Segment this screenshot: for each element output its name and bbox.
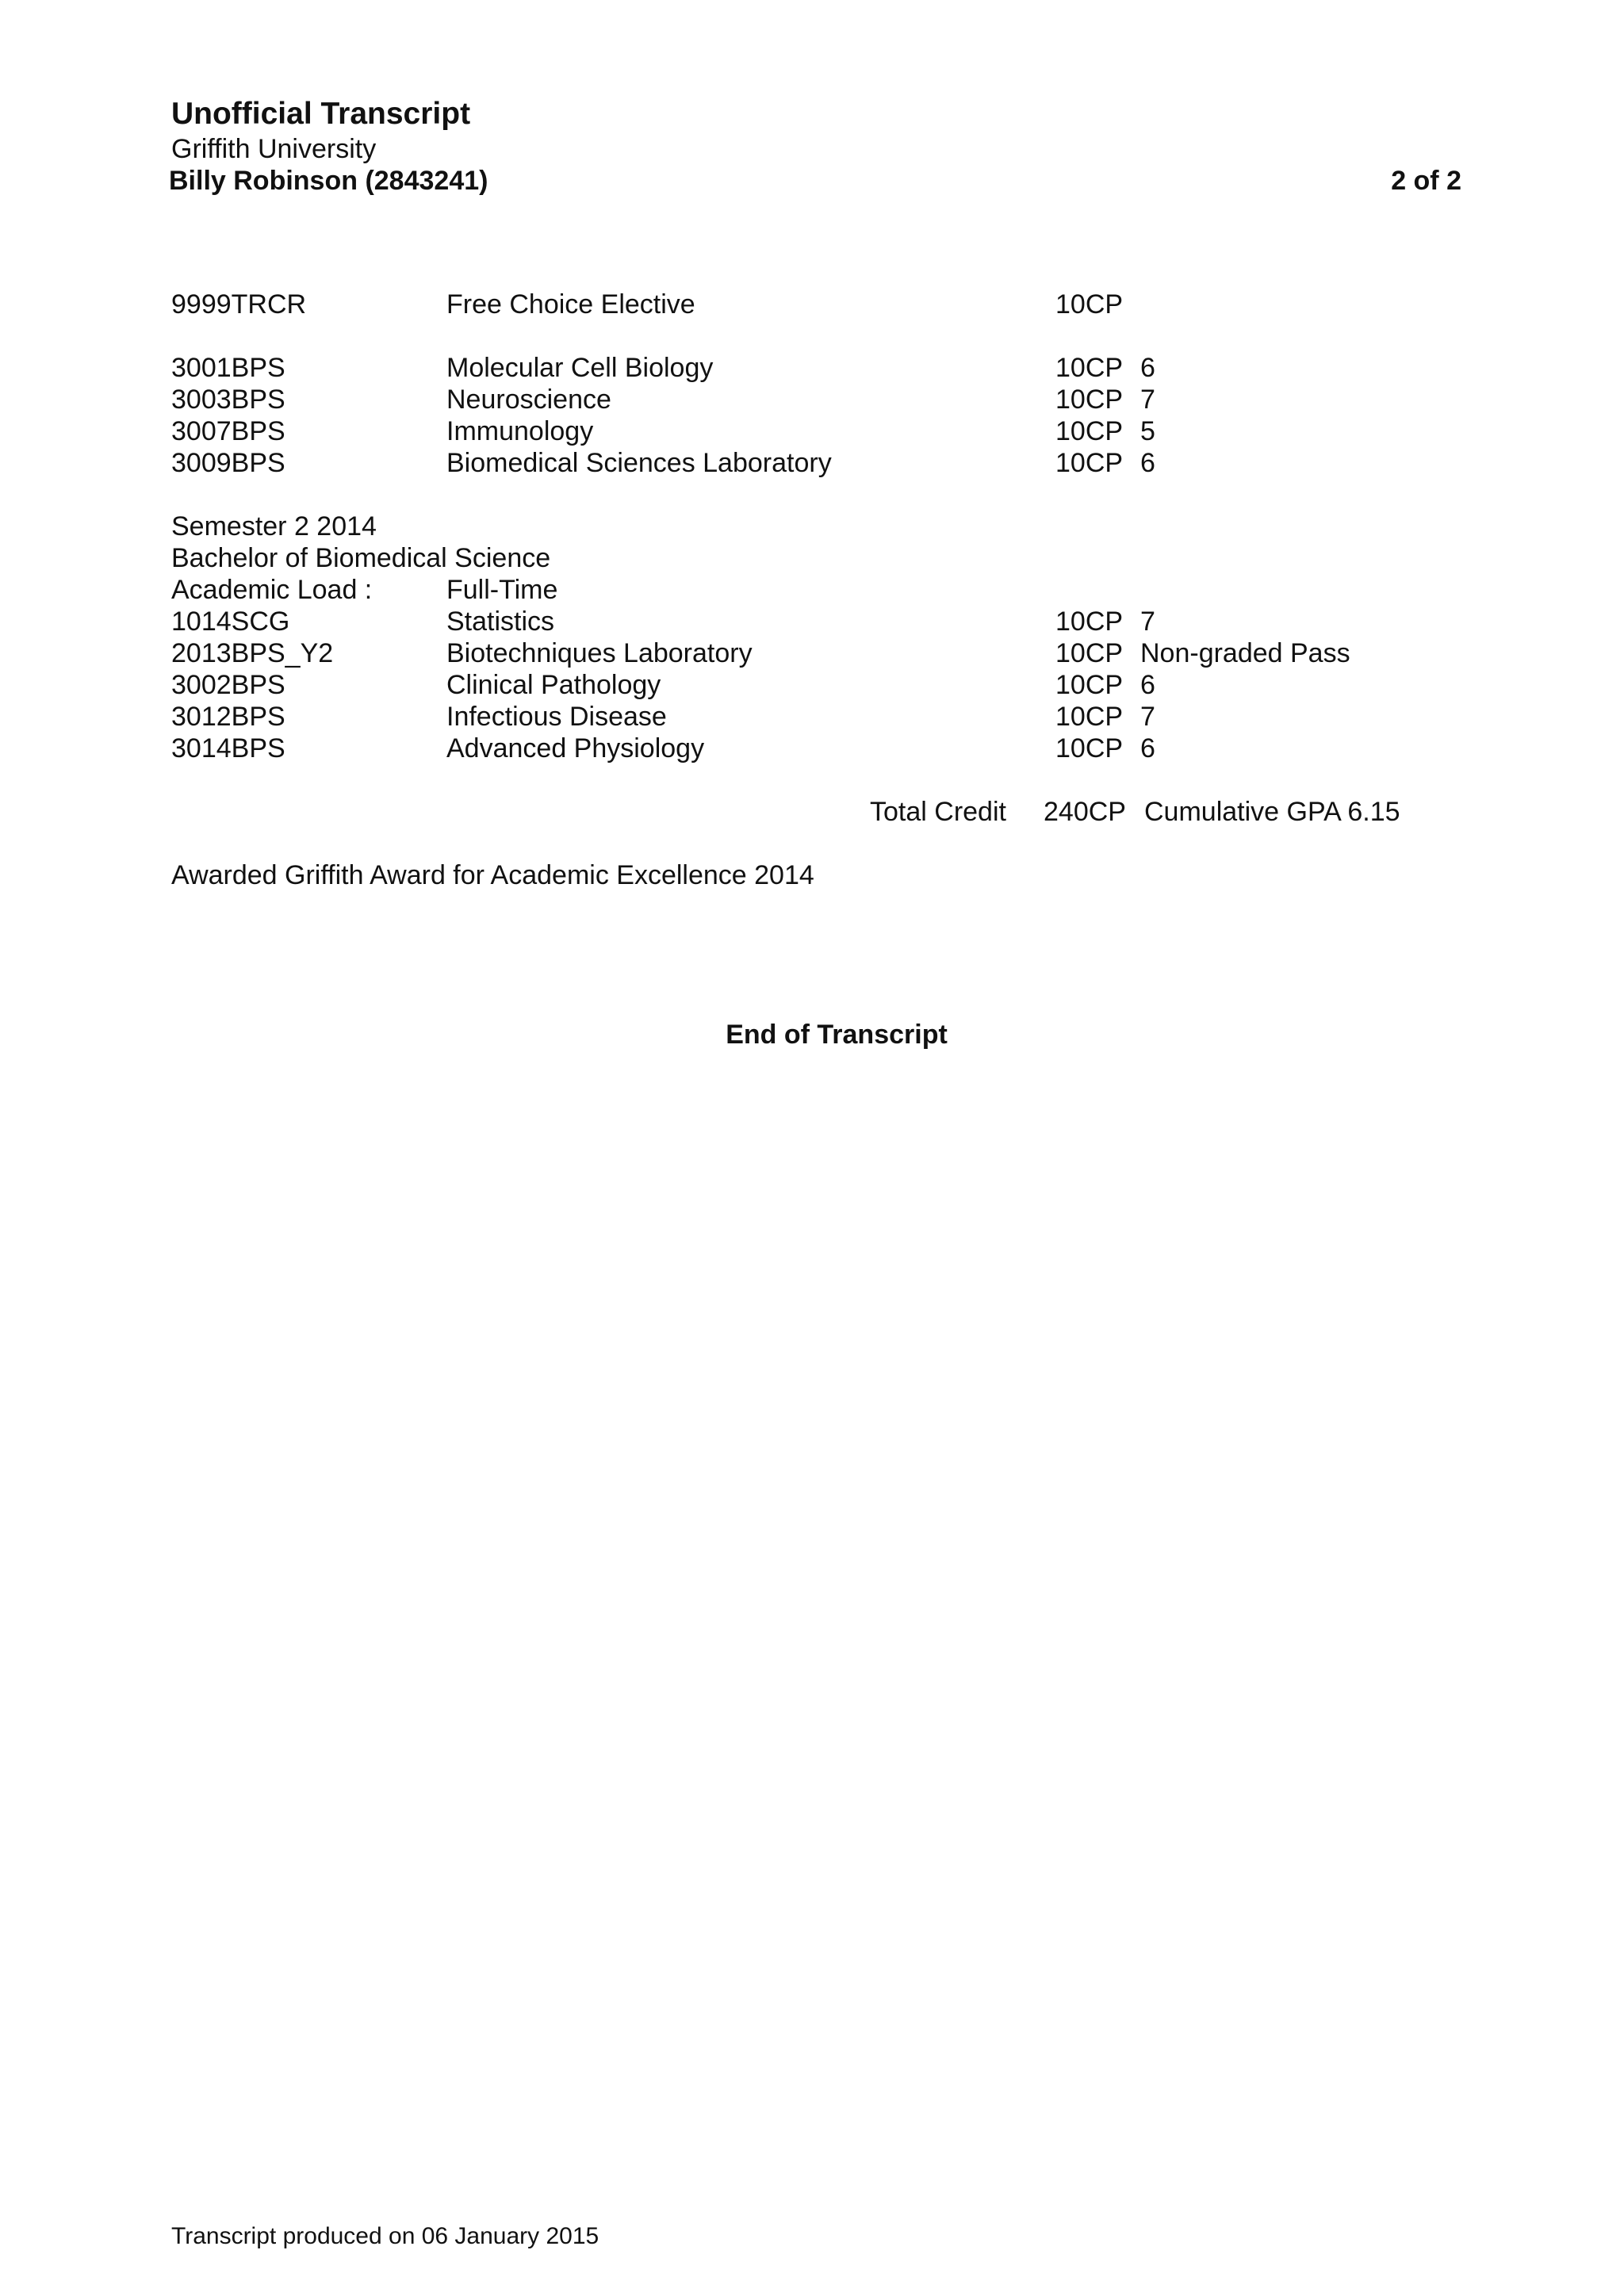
semester-name: Semester 2 2014	[171, 511, 377, 541]
course-title: Infectious Disease	[446, 702, 667, 732]
course-credit: 10CP	[1055, 289, 1124, 320]
academic-load-value: Full-Time	[446, 575, 558, 605]
institution-name: Griffith University	[171, 134, 377, 164]
course-grade: 7	[1140, 607, 1155, 637]
course-code: 1014SCG	[171, 607, 290, 637]
total-credit-value: 240CP	[1044, 797, 1126, 827]
cumulative-gpa: Cumulative GPA 6.15	[1144, 797, 1400, 827]
course-row	[0, 450, 1624, 481]
course-title: Molecular Cell Biology	[446, 353, 714, 383]
course-credit: 10CP	[1055, 385, 1124, 415]
academic-load-label: Academic Load :	[171, 575, 373, 605]
student-name: Billy Robinson (2843241)	[169, 166, 488, 196]
course-credit: 10CP	[1055, 638, 1124, 668]
course-grade: 6	[1140, 448, 1155, 478]
course-grade: 6	[1140, 733, 1155, 763]
course-grade: 6	[1140, 353, 1155, 383]
course-code: 3001BPS	[171, 353, 285, 383]
course-code: 2013BPS_Y2	[171, 638, 334, 668]
course-credit: 10CP	[1055, 670, 1124, 700]
course-credit: 10CP	[1055, 416, 1124, 446]
academic-load-row	[0, 576, 1624, 608]
semester-heading	[0, 513, 1624, 545]
course-title: Biomedical Sciences Laboratory	[446, 448, 832, 478]
course-code: 3014BPS	[171, 733, 285, 763]
course-title: Advanced Physiology	[446, 733, 705, 763]
course-title: Clinical Pathology	[446, 670, 661, 700]
course-code: 3007BPS	[171, 416, 285, 446]
course-grade: 5	[1140, 416, 1155, 446]
course-credit: 10CP	[1055, 702, 1124, 732]
course-row	[0, 418, 1624, 450]
course-credit: 10CP	[1055, 733, 1124, 763]
course-code: 3012BPS	[171, 702, 285, 732]
course-row	[0, 640, 1624, 672]
totals-row	[0, 798, 1624, 830]
total-credit-label: Total Credit	[870, 797, 1006, 827]
course-title: Free Choice Elective	[446, 289, 695, 320]
course-code: 3003BPS	[171, 385, 285, 415]
course-credit: 10CP	[1055, 353, 1124, 383]
course-credit: 10CP	[1055, 448, 1124, 478]
program-name: Bachelor of Biomedical Science	[171, 543, 551, 573]
course-code: 9999TRCR	[171, 289, 307, 320]
award-text: Awarded Griffith Award for Academic Excellence 2014	[171, 860, 814, 890]
course-grade: Non-graded Pass	[1140, 638, 1350, 668]
production-date: Transcript produced on 06 January 2015	[171, 2223, 599, 2249]
course-title: Immunology	[446, 416, 594, 446]
end-of-transcript: End of Transcript	[726, 1020, 948, 1050]
page-title: Unofficial Transcript	[171, 97, 471, 131]
course-title: Biotechniques Laboratory	[446, 638, 753, 668]
course-row	[0, 735, 1624, 767]
program-row	[0, 545, 1624, 576]
course-row	[0, 386, 1624, 418]
course-row	[0, 672, 1624, 703]
course-title: Statistics	[446, 607, 555, 637]
course-row	[0, 608, 1624, 640]
course-title: Neuroscience	[446, 385, 611, 415]
page-number: 2 of 2	[1391, 166, 1461, 196]
course-grade: 6	[1140, 670, 1155, 700]
course-row	[0, 703, 1624, 735]
course-code: 3002BPS	[171, 670, 285, 700]
course-row	[0, 354, 1624, 386]
course-code: 3009BPS	[171, 448, 285, 478]
course-grade: 7	[1140, 702, 1155, 732]
course-row	[0, 291, 1624, 323]
course-credit: 10CP	[1055, 607, 1124, 637]
course-grade: 7	[1140, 385, 1155, 415]
